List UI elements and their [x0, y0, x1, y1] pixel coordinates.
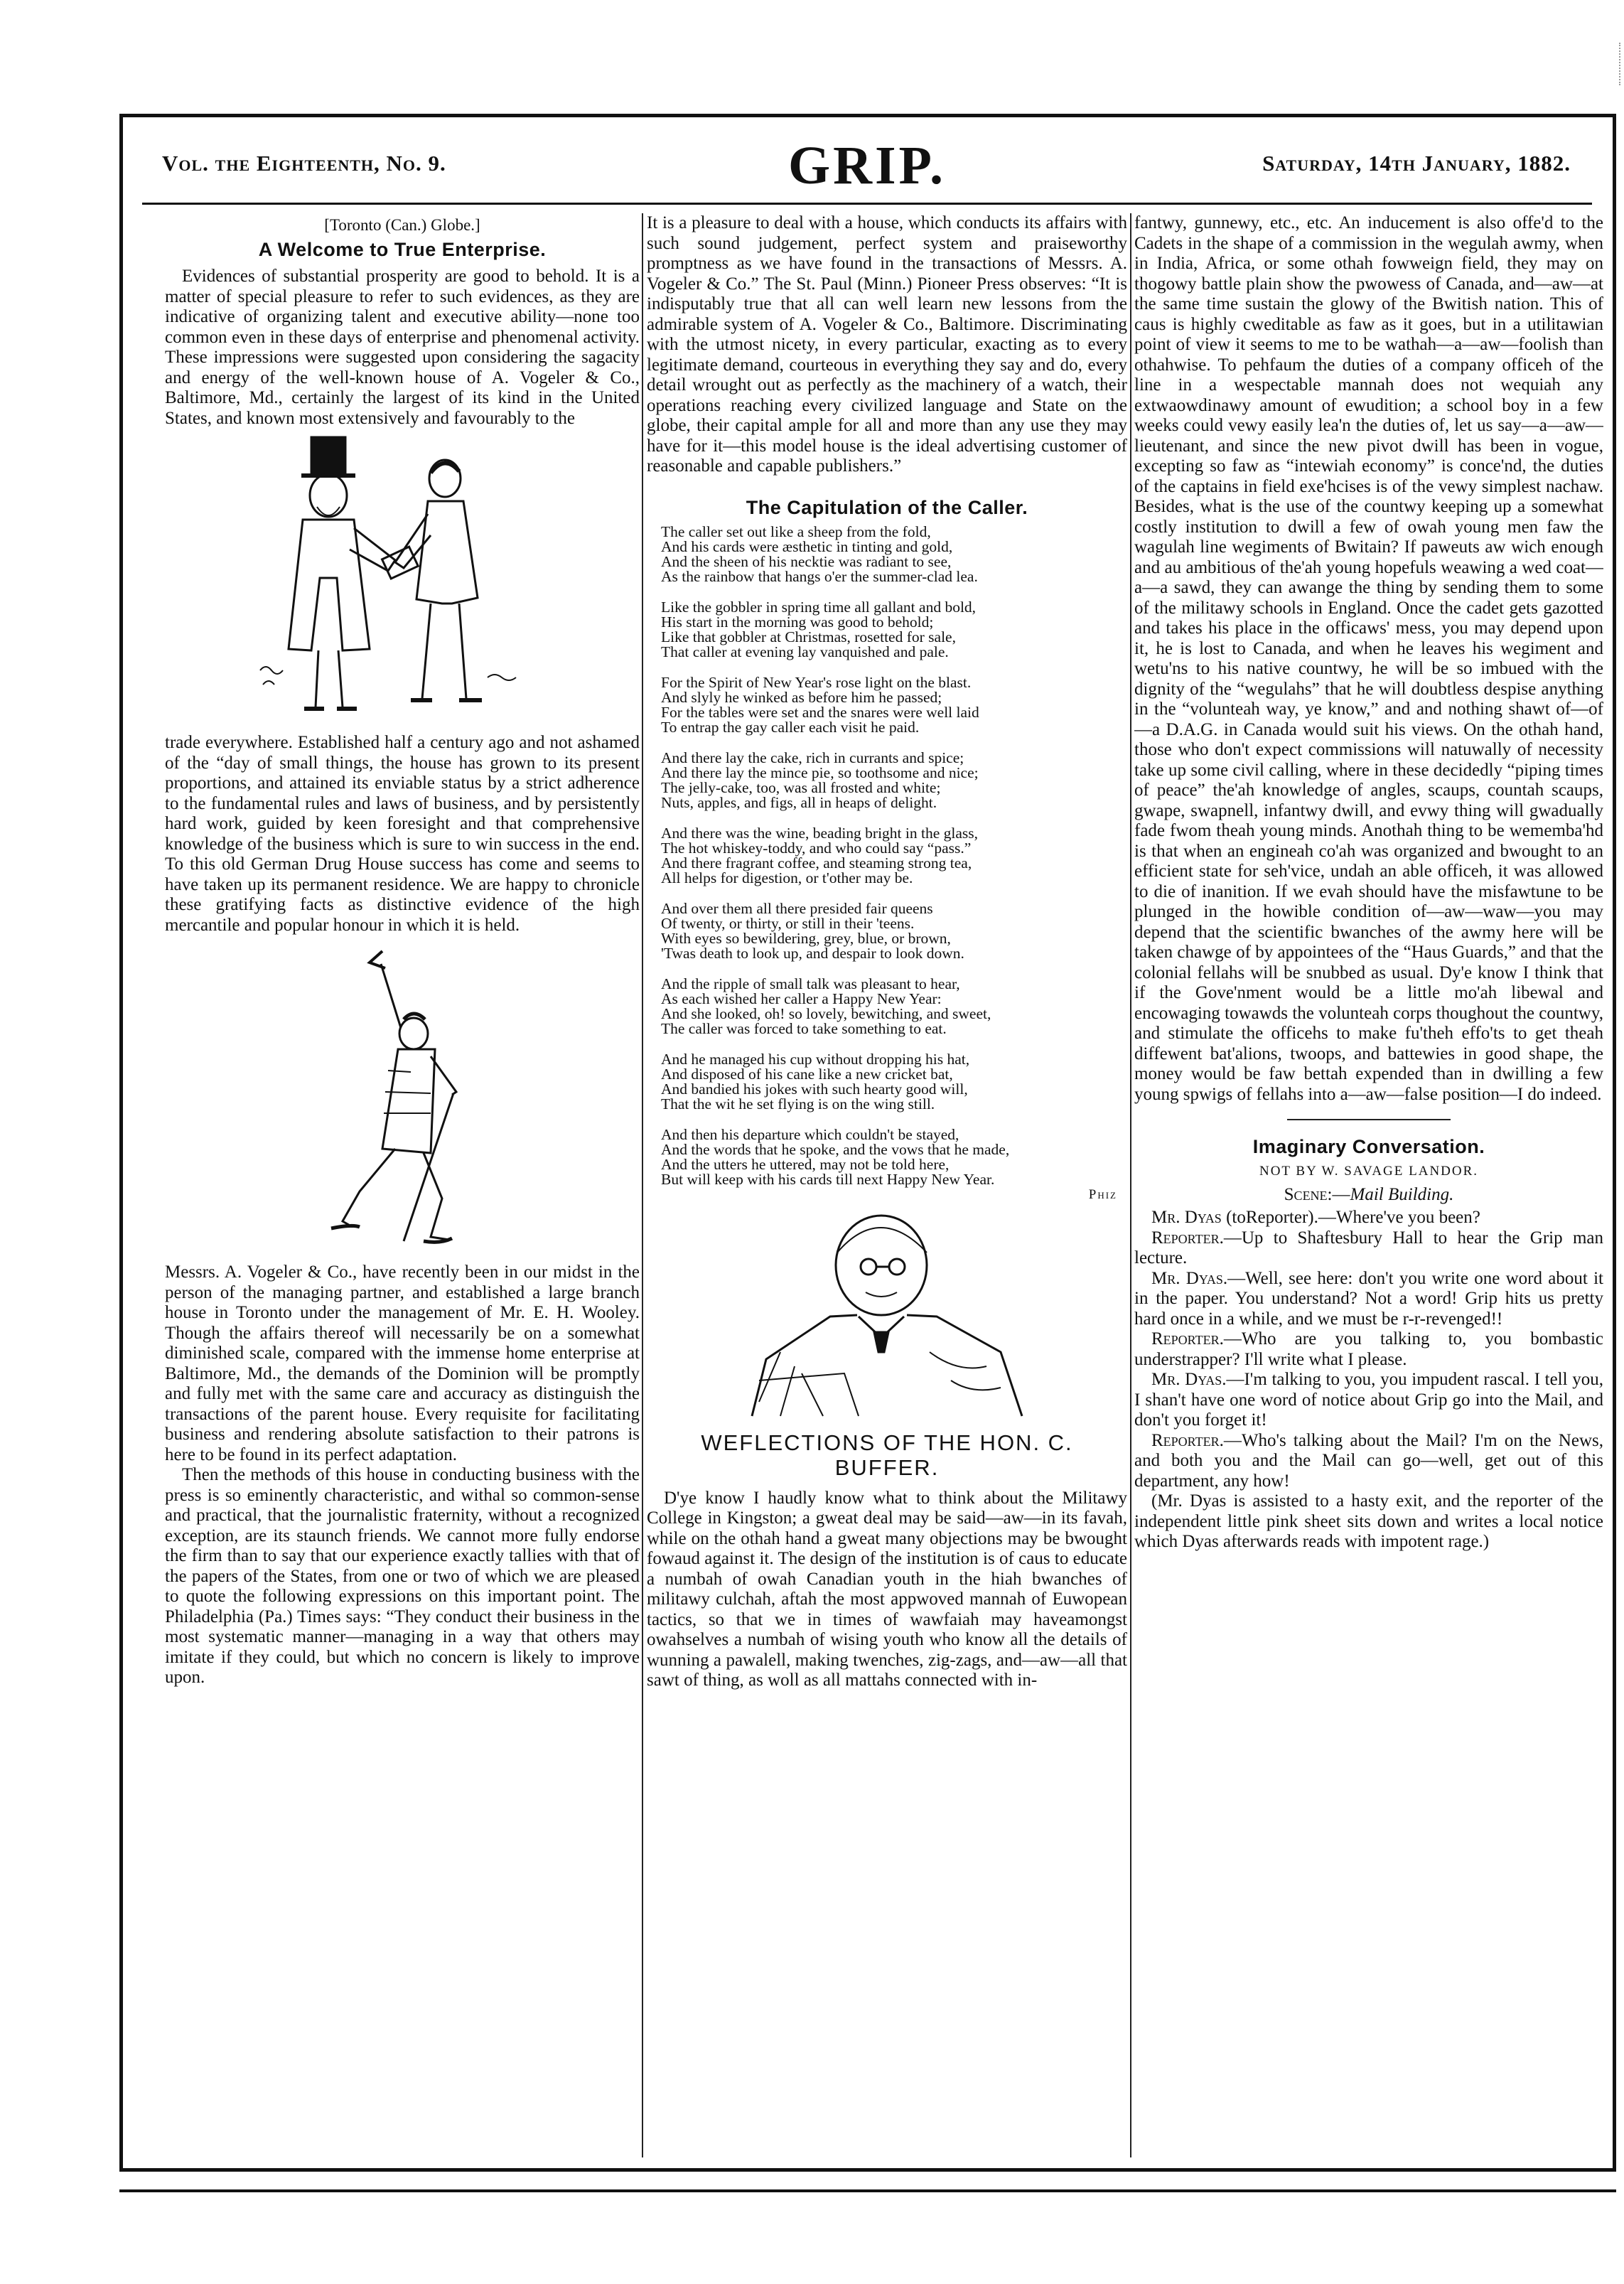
poem-line: 'Twas death to look up, and despair to look down. [661, 944, 964, 962]
article-paragraph: Messrs. A. Vogeler & Co., have recently been in our midst in the person of the managing partner, and established a large branch house in Toronto under the management of Mr. E. H. Wooley. Though the affairs thereof will necessarily be on a somewhat diminished scale, compared with the immense home enterprise at Baltimore, Md., the demands of the Dominion will be promptly and fully met with the same care and accuracy as distinguish the transactions of the parent house. Every requisite for facilitating business and rendering absolute satisfaction to their patrons is here to be found in its perfect adaptation. [165, 1262, 640, 1464]
margin-mark [1619, 43, 1623, 85]
newspaper-title: GRIP. [787, 136, 947, 195]
poem-line: The caller was forced to take something to eat. [661, 1019, 947, 1037]
article-paragraph: D'ye know I haudly know what to think about the Militawy College in Kingston; a gweat deal may be said—aw—in its favah, while on the othah hand a gweat many objections may be bwought fowaud against it. The design of the institution is of caus to educate a numbah of owah Canadian youth in the hiah bwanches of militawy culchah, aftah the most appwoved mannah of Euwopean tactics, so that we in times of wawfaiah may haveamongst owahselves a numbah of wising youth who know all the details of wunning a pawalell, making twenches, zig-zags, and—aw—all that sawt of thing, as woll as all mattahs connected with in- [647, 1488, 1127, 1690]
column-rule-1 [642, 213, 643, 2157]
poem-stanza [661, 1127, 1127, 1187]
poem-line: Like the gobbler in spring time all gallant and bold, [661, 598, 977, 616]
scene-location: Mail Building. [1350, 1185, 1454, 1204]
header-rule [142, 203, 1592, 205]
column-1 [165, 213, 640, 2161]
cartoon-heading: WEFLECTIONS OF THE HON. C. BUFFER. [701, 1430, 1073, 1480]
dialogue-text: (toReporter).—Where've you been? [1221, 1208, 1480, 1227]
dialogue-speaker: Reporter. [1151, 1228, 1224, 1248]
poem-signature: Phiz [1088, 1186, 1117, 1202]
poem-line: As the rainbow that hangs o'er the summer-clad lea. [661, 567, 978, 585]
bottom-rule [119, 2189, 1616, 2192]
dialogue-line [1134, 1208, 1603, 1228]
masthead [142, 135, 1592, 203]
poem-line: For the Spirit of New Year's rose light on the blast. [661, 673, 972, 691]
poem-line: The jelly-cake, too, was all frosted and white; [661, 778, 941, 796]
poem-stanza [661, 1052, 1127, 1112]
poem-stanza [661, 675, 1127, 735]
dialogue-text: —I'm talking to you, you impudent rascal. I tell you, I shan't have one word of notice about Grip go into the Mail, and don't you forget it! [1134, 1370, 1603, 1430]
closing-stage-direction: (Mr. Dyas is assisted to a hasty exit, and the reporter of the independent little pink sheet sits down and writes a local notice which Dyas afterwards reads with impotent rage.) [1134, 1491, 1603, 1551]
article-headline: A Welcome to True Enterprise. [258, 239, 547, 260]
poem-line: Like that gobbler at Christmas, rosetted for sale, [661, 628, 956, 645]
scene-label: Scene:— [1284, 1185, 1350, 1204]
poem-line: And the words that he spoke, and the vows that he made, [661, 1140, 1010, 1158]
poem-line: And disposed of his cane like a new cricket bat, [661, 1065, 953, 1083]
poem-line: With eyes so bewildering, grey, blue, or brown, [661, 929, 951, 947]
poem-stanza [661, 751, 1127, 810]
poem-line: The caller set out like a sheep from the fold, [661, 522, 931, 540]
two-gentlemen-illustration [217, 436, 587, 726]
poem-line: And there lay the mince pie, so toothsome and nice; [661, 763, 979, 781]
poem-line: His start in the morning was good to behold; [661, 613, 934, 631]
column-3 [1134, 213, 1603, 2161]
dialogue-text: —Who's talking about the Mail? I'm on the News, and both you and the Mail can go—well, get out of this department, any how! [1134, 1430, 1603, 1491]
dialogue-line [1134, 1269, 1603, 1330]
poem-line: And slyly he winked as before him he passed; [661, 688, 942, 706]
poem-stanza [661, 826, 1127, 886]
poem-line: The hot whiskey-toddy, and who could say “pass.” [661, 839, 972, 857]
poem-line: That caller at evening lay vanquished and pale. [661, 643, 949, 660]
dialogue-text: —Well, see here: don't you write one word about it in the paper. You understand? Not a word! Grip hits us pretty hard once in a while, and we must be r-r-revenged!! [1134, 1268, 1603, 1329]
conversation-headline: Imaginary Conversation. [1252, 1136, 1485, 1157]
article-paragraph: Evidences of substantial prosperity are good to behold. It is a matter of special pleasure to refer to such evidences, as they are indicative of organizing talent and executive ability—none too common even in these days of enterprise and phenomenal activity. These impressions were suggested upon considering the sagacity and energy of the well-known house of A. Vogeler & Co., Baltimore, Md., certainly the largest of its kind in the United States, and known most extensively and favourably to the [165, 267, 640, 428]
poem-line: Of twenty, or thirty, or still in their 'teens. [661, 914, 915, 932]
dancing-man-illustration [217, 943, 587, 1255]
poem-stanza [661, 600, 1127, 660]
conversation-byline: NOT BY W. SAVAGE LANDOR. [1259, 1164, 1479, 1179]
poem-line: And the sheen of his necktie was radiant to see, [661, 552, 952, 570]
poem-line: And the ripple of small talk was pleasant to hear, [661, 975, 960, 992]
poem-line: And she looked, oh! so lovely, bewitching, and sweet, [661, 1004, 991, 1022]
column-rule-2 [1130, 213, 1131, 2157]
dialogue-speaker: Mr. Dyas. [1151, 1268, 1228, 1288]
section-divider [1287, 1119, 1451, 1120]
poem-stanza [661, 522, 1127, 585]
poem-line: All helps for digestion, or t'other may be. [661, 869, 913, 886]
poem-line: And there lay the cake, rich in currants and spice; [661, 749, 964, 766]
dialogue-speaker: Reporter. [1151, 1329, 1224, 1349]
poem-line: But will keep with his cards till next Happy New Year. [661, 1170, 995, 1188]
dialogue-speaker: Mr. Dyas [1151, 1208, 1222, 1227]
poem-line: And over them all there presided fair queens [661, 899, 933, 917]
column-2 [647, 213, 1127, 2161]
dialogue-text: —Up to Shaftesbury Hall to hear the Grip man lecture. [1134, 1228, 1603, 1267]
dialogue-speaker: Reporter. [1151, 1430, 1224, 1450]
poem-title: The Capitulation of the Caller. [746, 496, 1028, 518]
poem-line: For the tables were set and the snares were well laid [661, 703, 979, 721]
poem-line: As each wished her caller a Happy New Year: [661, 990, 942, 1007]
poem-line: And bandied his jokes with such hearty good will, [661, 1080, 968, 1098]
poem-stanza [661, 977, 1127, 1036]
article-paragraph: fantwy, gunnewy, etc., etc. An inducement is also offe'd to the Cadets in the shape of a commission in the wegulah awmy, when in India, Africa, or some othah fowweign field, they may on thogowy battle plain show the pwowess of Canada, and—aw—at the same time sustain the glowy of the Bwitish nation. This of caus is highly cweditable as faw as it goes, but in a utilitawian point of view it seems to me to be wathah—a—aw—foolish than othahwise. To pehfaum the duties of a company officeh of the line in a wespectable mannah does not wequiah any extwaowdinawy amount of ewudition; a school boy in a few weeks could vewy easily lea'n the duties of, let us say—a—aw—lieutenant, and since the new pivot dwill has been in vogue, excepting so faw as “intewiah economy” is conce'nd, the duties of the captains in field exe'hcises is of the vewy simplest nachaw. Besides, what is the use of the countwy keeping up a somewhat costly institution to dwill a few of owah young men faw the wagulah line wegiments of Bwitain? If paweuts aw wich enough and au ambitious of the'ah young hopefuls weawing a wed coat—a—a sawd, they can awange the thing by sending them to some of the militawy schools in England. Once the cadet gets gazotted and takes his place in the officaws' mess, you may depend upon it, he is lost to Canada, and when he leaves his wegiment and wetu'ns to his native countwy, he will be so imbued with the dignity of the “wegulahs” that he will doubtless despise anything in the “volunteah way, ye know,” and and nothing shawt of—of—a D.A.G. in Canada would suit his views. On the othah hand, those who don't expect commissions will natuwally of necessity take up some civil calling, where in these decidedly “piping times of peace” the'ah knowledge of angles, scaups, countah scaups, gwape, swapnell, infantwy dwill, and evwy thing will gwadually fade fwom theah young minds. Anothah thing to be wememba'hd is that when an engineah co'ah was organized and bwought to an efficient state for seh'vice, undah an able officeh, it was allowed to die of inanition. If we evah should have the misfawtune to be plunged in the howible condition of—aw—waw—you may depend that the scientific bwanches of the awmy here will be taken chawge of by appointees of the “Haus Guards,” and that the colonial fellahs will be snubbed as usual. Dy'e know I think that if the Gove'nment would be a little mo'ah libewal and encowaging towawds the volunteah corps thoughout the countwy, and stimulate the officehs to make fu'theh effo'ts to get theah diffewent bat'alions, twoops, and battewies in good shape, the money would be faw bettah expended than in dwilling a few young spwigs of fellahs into a—aw—false position—I do indeed. [1134, 213, 1603, 1104]
scene-line [1134, 1185, 1603, 1205]
poem-line: And his cards were æsthetic in tinting and gold, [661, 537, 953, 555]
poem-line: And he managed his cup without dropping his hat, [661, 1050, 970, 1068]
poem-line: And there fragrant coffee, and steaming strong tea, [661, 854, 972, 872]
dialogue-line [1134, 1431, 1603, 1492]
c-buffer-caricature [716, 1210, 1058, 1423]
article-paragraph: Then the methods of this house in conducting business with the press is so eminently characteristic, and withal so common-sense and practical, that the journalistic fraternity, without a recognized exception, are its staunch friends. We cannot more fully endorse the firm than to say that our experience exactly tallies with that of the papers of the States, from one or two of which we are pleased to quote the following expressions on this important point. The Philadelphia (Pa.) Times says: “They conduct their business in the most systematic manner—managing in a way that others may imitate if they could, but which no concern is likely to improve upon. [165, 1465, 640, 1687]
poem-line: To entrap the gay caller each visit he paid. [661, 718, 920, 736]
dialogue-line [1134, 1228, 1603, 1269]
article-paragraph: trade everywhere. Established half a century ago and not ashamed of the “day of small things, the house has grown to its present proportions, and attained its enviable status by a strict adherence to the fundamental rules and laws of business, and by persistently hard work, guided by keen foresight and that comprehensive knowledge of the business which is sure to win success in the end. To this old German Drug House success has come and seems to have taken up its permanent residence. We are happy to chronicle these gratifying facts as distinctive evidence of the high mercantile and popular honour in which it is held. [165, 733, 640, 935]
issue-date: Saturday, 14th January, 1882. [1262, 151, 1571, 176]
poem-line: That the wit he set flying is on the wing still. [661, 1095, 935, 1112]
volume-number: Vol. the Eighteenth, No. 9. [162, 151, 446, 176]
poem-line: And then his departure which couldn't be stayed, [661, 1125, 959, 1143]
dialogue-line [1134, 1370, 1603, 1431]
article-source: [Toronto (Can.) Globe.] [324, 216, 480, 234]
poem-line: Nuts, apples, and figs, all in heaps of delight. [661, 793, 937, 811]
poem-line: And the utters he uttered, may not be told here, [661, 1155, 950, 1173]
dialogue-text: —Who are you talking to, you bombastic understrapper? I'll write what I please. [1134, 1329, 1603, 1369]
article-paragraph: It is a pleasure to deal with a house, which conducts its affairs with such sound judgement, perfect system and praiseworthy promptness as we have found in the transactions of Messrs. A. Vogeler & Co.” The St. Paul (Minn.) Pioneer Press observes: “It is indisputably true that all can well learn new lessons from the admirable system of A. Vogeler & Co., Baltimore. Discriminating with the utmost nicety, in every particular, exacting as to every legitimate demand, courteous in everything they say and do, every detail wrought out as perfectly as the machinery of a watch, their operations reaching every civilized language and State on the globe, their capital ample for all and more than any use they may have for it—this model house is the ideal advertising customer of reasonable and capable publishers.” [647, 213, 1127, 476]
poem-line: And there was the wine, beading bright in the glass, [661, 824, 979, 842]
dialogue-speaker: Mr. Dyas. [1151, 1370, 1227, 1389]
poem [661, 522, 1127, 1188]
dialogue-line [1134, 1329, 1603, 1370]
poem-stanza [661, 901, 1127, 961]
